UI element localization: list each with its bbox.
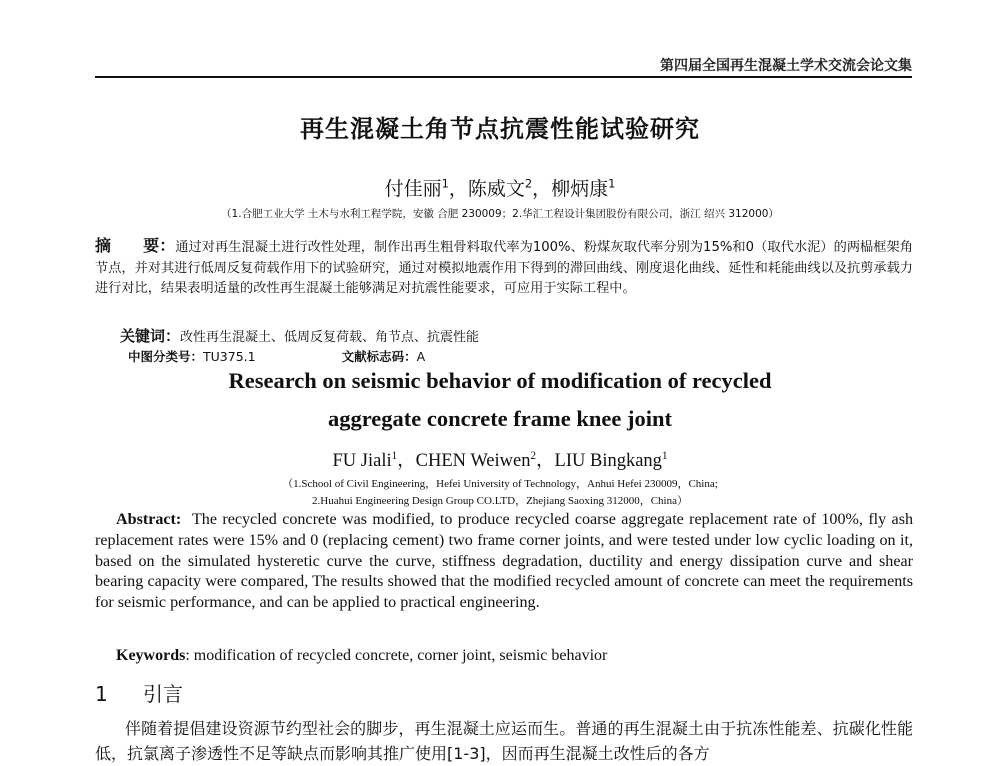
author-cn-2: 陈威文 [467,178,525,200]
abstract-en-label: Abstract: [116,511,182,528]
keywords-cn-label: 关键词： [120,327,181,345]
header-rule [95,76,912,78]
keywords-english [116,647,607,665]
keywords-en-label: Keywords [116,647,186,664]
section-title: 引言 [143,682,183,706]
author-sep: ， [448,178,468,200]
author-en-1: FU Jiali [332,451,392,471]
running-header: 第四届全国再生混凝土学术交流会论文集 [660,58,912,74]
author-en-2-sup: 2 [530,449,537,462]
authors-english [0,446,1000,472]
author-en-3-sup: 1 [661,449,668,462]
keywords-en-text: : modification of recycled concrete, corner joint, seismic behavior [185,647,608,664]
author-en-2: CHEN Weiwen [415,451,531,471]
keywords-cn-text: 改性再生混凝土、低周反复荷载、角节点、抗震性能 [180,330,480,345]
affiliation-chinese: （1.合肥工业大学 土木与水利工程学院，安徽 合肥 230009；2.华汇工程设计集团股份有限公司，浙江 绍兴 312000） [221,208,779,220]
classification-line [128,347,425,365]
title-english-line1: Research on seismic behavior of modification of recycled [228,368,772,393]
clc-label: 中图分类号： [128,349,204,364]
doc-code-value: A [416,349,426,364]
affiliation-english-line1: （1.School of Civil Engineering，Hefei University of Technology，Anhui Hefei 230009，China; [282,478,718,490]
title-chinese: 再生混凝土角节点抗震性能试验研究 [300,115,700,143]
section-number: 1 [95,682,108,706]
abstract-cn-text: 通过对再生混凝土进行改性处理，制作出再生粗骨料取代率为100%、粉煤灰取代率分别为15%和0（取代水泥）的两榀框架角节点，并对其进行低周反复荷载作用下的试验研究，通过对模拟地震作用下得到的滞回曲线、刚度退化曲线、延性和耗能曲线以及抗剪承载力进行对比，结果表明适量的改性再生混凝土能够满足对抗震性能要求，可应用于实际工程中。 [95,240,913,296]
author-cn-2-sup: 2 [524,176,533,191]
title-english-line2: aggregate concrete frame knee joint [327,406,673,431]
author-sep: ， [536,451,555,471]
abstract-en-text: The recycled concrete was modified, to produce recycled coarse aggregate replacement rate of 100%, fly ash replacement rates were 15% and 0 (replacing cement) two frame corner joints, and were tested under low cyclic loading on it, based on the simulated hysteretic curve the curve, stiffness degradation, ductility and energy dissipation curve and shear bearing capacity were compared, The results showed that the modified recycled amount of concrete can meet the requirements for seismic performance, and can be applied to practical engineering. [95,511,914,612]
doc-code-label: 文献标志码： [341,349,417,364]
keywords-chinese [120,325,479,346]
abstract-chinese [95,236,913,300]
author-cn-1-sup: 1 [441,176,449,191]
authors-chinese [0,174,1000,201]
section-1-body: 伴随着提倡建设资源节约型社会的脚步，再生混凝土应运而生。普通的再生混凝土由于抗冻性能差、抗碳化性能低，抗氯离子渗透性不足等缺点而影响其推广使用[1-3]，因而再生混凝土改性后的各方 [95,719,913,763]
author-en-1-sup: 1 [391,449,398,462]
author-sep: ， [532,178,552,200]
author-cn-3-sup: 1 [608,176,616,191]
affiliation-english-line2: 2.Huahui Engineering Design Group CO.LTD，Zhejiang Saoxing 312000，China） [312,495,688,507]
author-cn-1: 付佳丽 [384,178,442,200]
author-en-3: LIU Bingkang [554,451,662,471]
section-heading-1 [95,678,183,707]
author-sep: ， [397,451,416,471]
abstract-cn-label: 摘 要： [95,236,176,255]
author-cn-3: 柳炳康 [551,178,609,200]
clc-value: TU375.1 [203,349,256,364]
abstract-english [95,510,913,614]
